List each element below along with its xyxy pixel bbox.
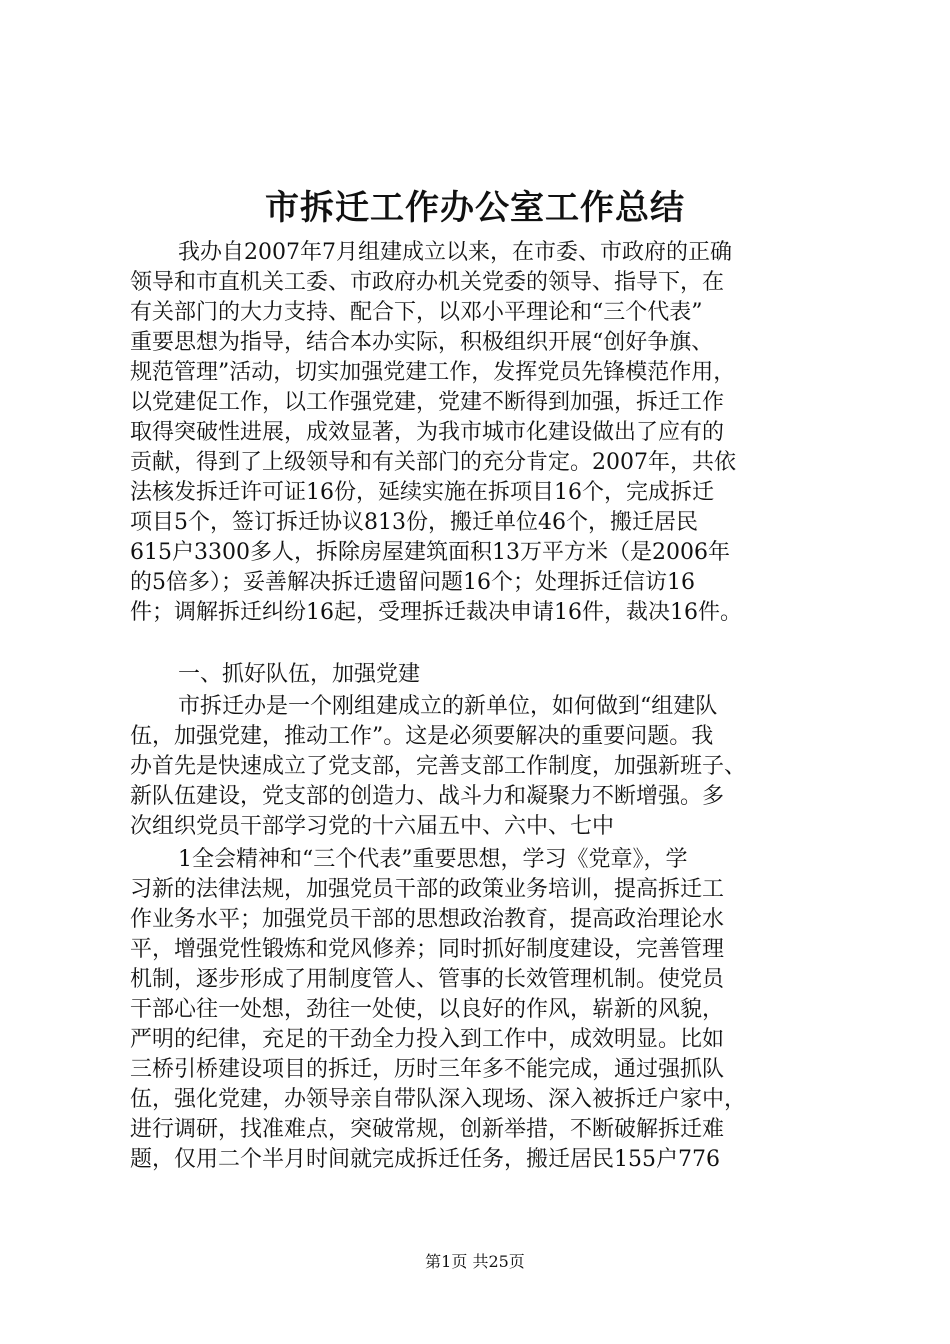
document-title: 市拆迁工作办公室工作总结 (265, 188, 685, 228)
paragraph-line: 1全会精神和“三个代表”重要思想，学习《党章》，学 (178, 847, 688, 872)
paragraph-line: 件；调解拆迁纠纷16起，受理拆迁裁决申请16件，裁决16件。 (130, 600, 742, 625)
paragraph-line: 进行调研，找准难点，突破常规，创新举措，不断破解拆迁难 (130, 1117, 725, 1142)
paragraph-line: 作业务水平；加强党员干部的思想政治教育，提高政治理论水 (130, 907, 725, 932)
paragraph-line: 贡献，得到了上级领导和有关部门的充分肯定。2007年，共依 (130, 450, 736, 475)
paragraph-line: 的5倍多）；妥善解决拆迁遗留问题16个；处理拆迁信访16 (130, 570, 695, 595)
paragraph-line: 取得突破性进展，成效显著，为我市城市化建设做出了应有的 (130, 420, 725, 445)
paragraph-line: 重要思想为指导，结合本办实际，积极组织开展“创好争旗、 (130, 330, 714, 355)
paragraph-line: 法核发拆迁许可证16份，延续实施在拆项目16个，完成拆迁 (130, 480, 714, 505)
paragraph-line: 我办自2007年7月组建成立以来，在市委、市政府的正确 (178, 240, 732, 265)
paragraph-line: 领导和市直机关工委、市政府办机关党委的领导、指导下，在 (130, 270, 725, 295)
paragraph-line: 有关部门的大力支持、配合下，以邓小平理论和“三个代表” (130, 300, 703, 325)
paragraph-line: 次组织党员干部学习党的十六届五中、六中、七中 (130, 814, 615, 839)
section-heading: 一、抓好队伍，加强党建 (178, 662, 421, 687)
paragraph-line: 伍，加强党建，推动工作”。这是必须要解决的重要问题。我 (130, 724, 714, 749)
paragraph-line: 市拆迁办是一个刚组建成立的新单位，如何做到“组建队 (178, 694, 718, 719)
paragraph-line: 严明的纪律，充足的干劲全力投入到工作中，成效明显。比如 (130, 1027, 725, 1052)
paragraph-line: 项目5个，签订拆迁协议813份，搬迁单位46个，搬迁居民 (130, 510, 698, 535)
paragraph-line: 三桥引桥建设项目的拆迁，历时三年多不能完成，通过强抓队 (130, 1057, 725, 1082)
paragraph-line: 干部心往一处想，劲往一处使，以良好的作风，崭新的风貌， (130, 997, 725, 1022)
paragraph-line: 题，仅用二个半月时间就完成拆迁任务，搬迁居民155户776 (130, 1147, 720, 1172)
paragraph-line: 办首先是快速成立了党支部，完善支部工作制度，加强新班子、 (130, 754, 747, 779)
paragraph-line: 习新的法律法规，加强党员干部的政策业务培训，提高拆迁工 (130, 877, 725, 902)
paragraph-line: 规范管理”活动，切实加强党建工作，发挥党员先锋模范作用， (130, 360, 736, 385)
paragraph-line: 615户3300多人，拆除房屋建筑面积13万平方米（是2006年 (130, 540, 730, 565)
paragraph-line: 新队伍建设，党支部的创造力、战斗力和凝聚力不断增强。多 (130, 784, 725, 809)
paragraph-line: 机制，逐步形成了用制度管人、管事的长效管理机制。使党员 (130, 967, 725, 992)
paragraph-line: 以党建促工作，以工作强党建，党建不断得到加强，拆迁工作 (130, 390, 725, 415)
page-footer: 第1页 共25页 (425, 1252, 525, 1271)
paragraph-line: 伍，强化党建，办领导亲自带队深入现场、深入被拆迁户家中， (130, 1087, 747, 1112)
paragraph-line: 平，增强党性锻炼和党风修养；同时抓好制度建设，完善管理 (130, 937, 725, 962)
